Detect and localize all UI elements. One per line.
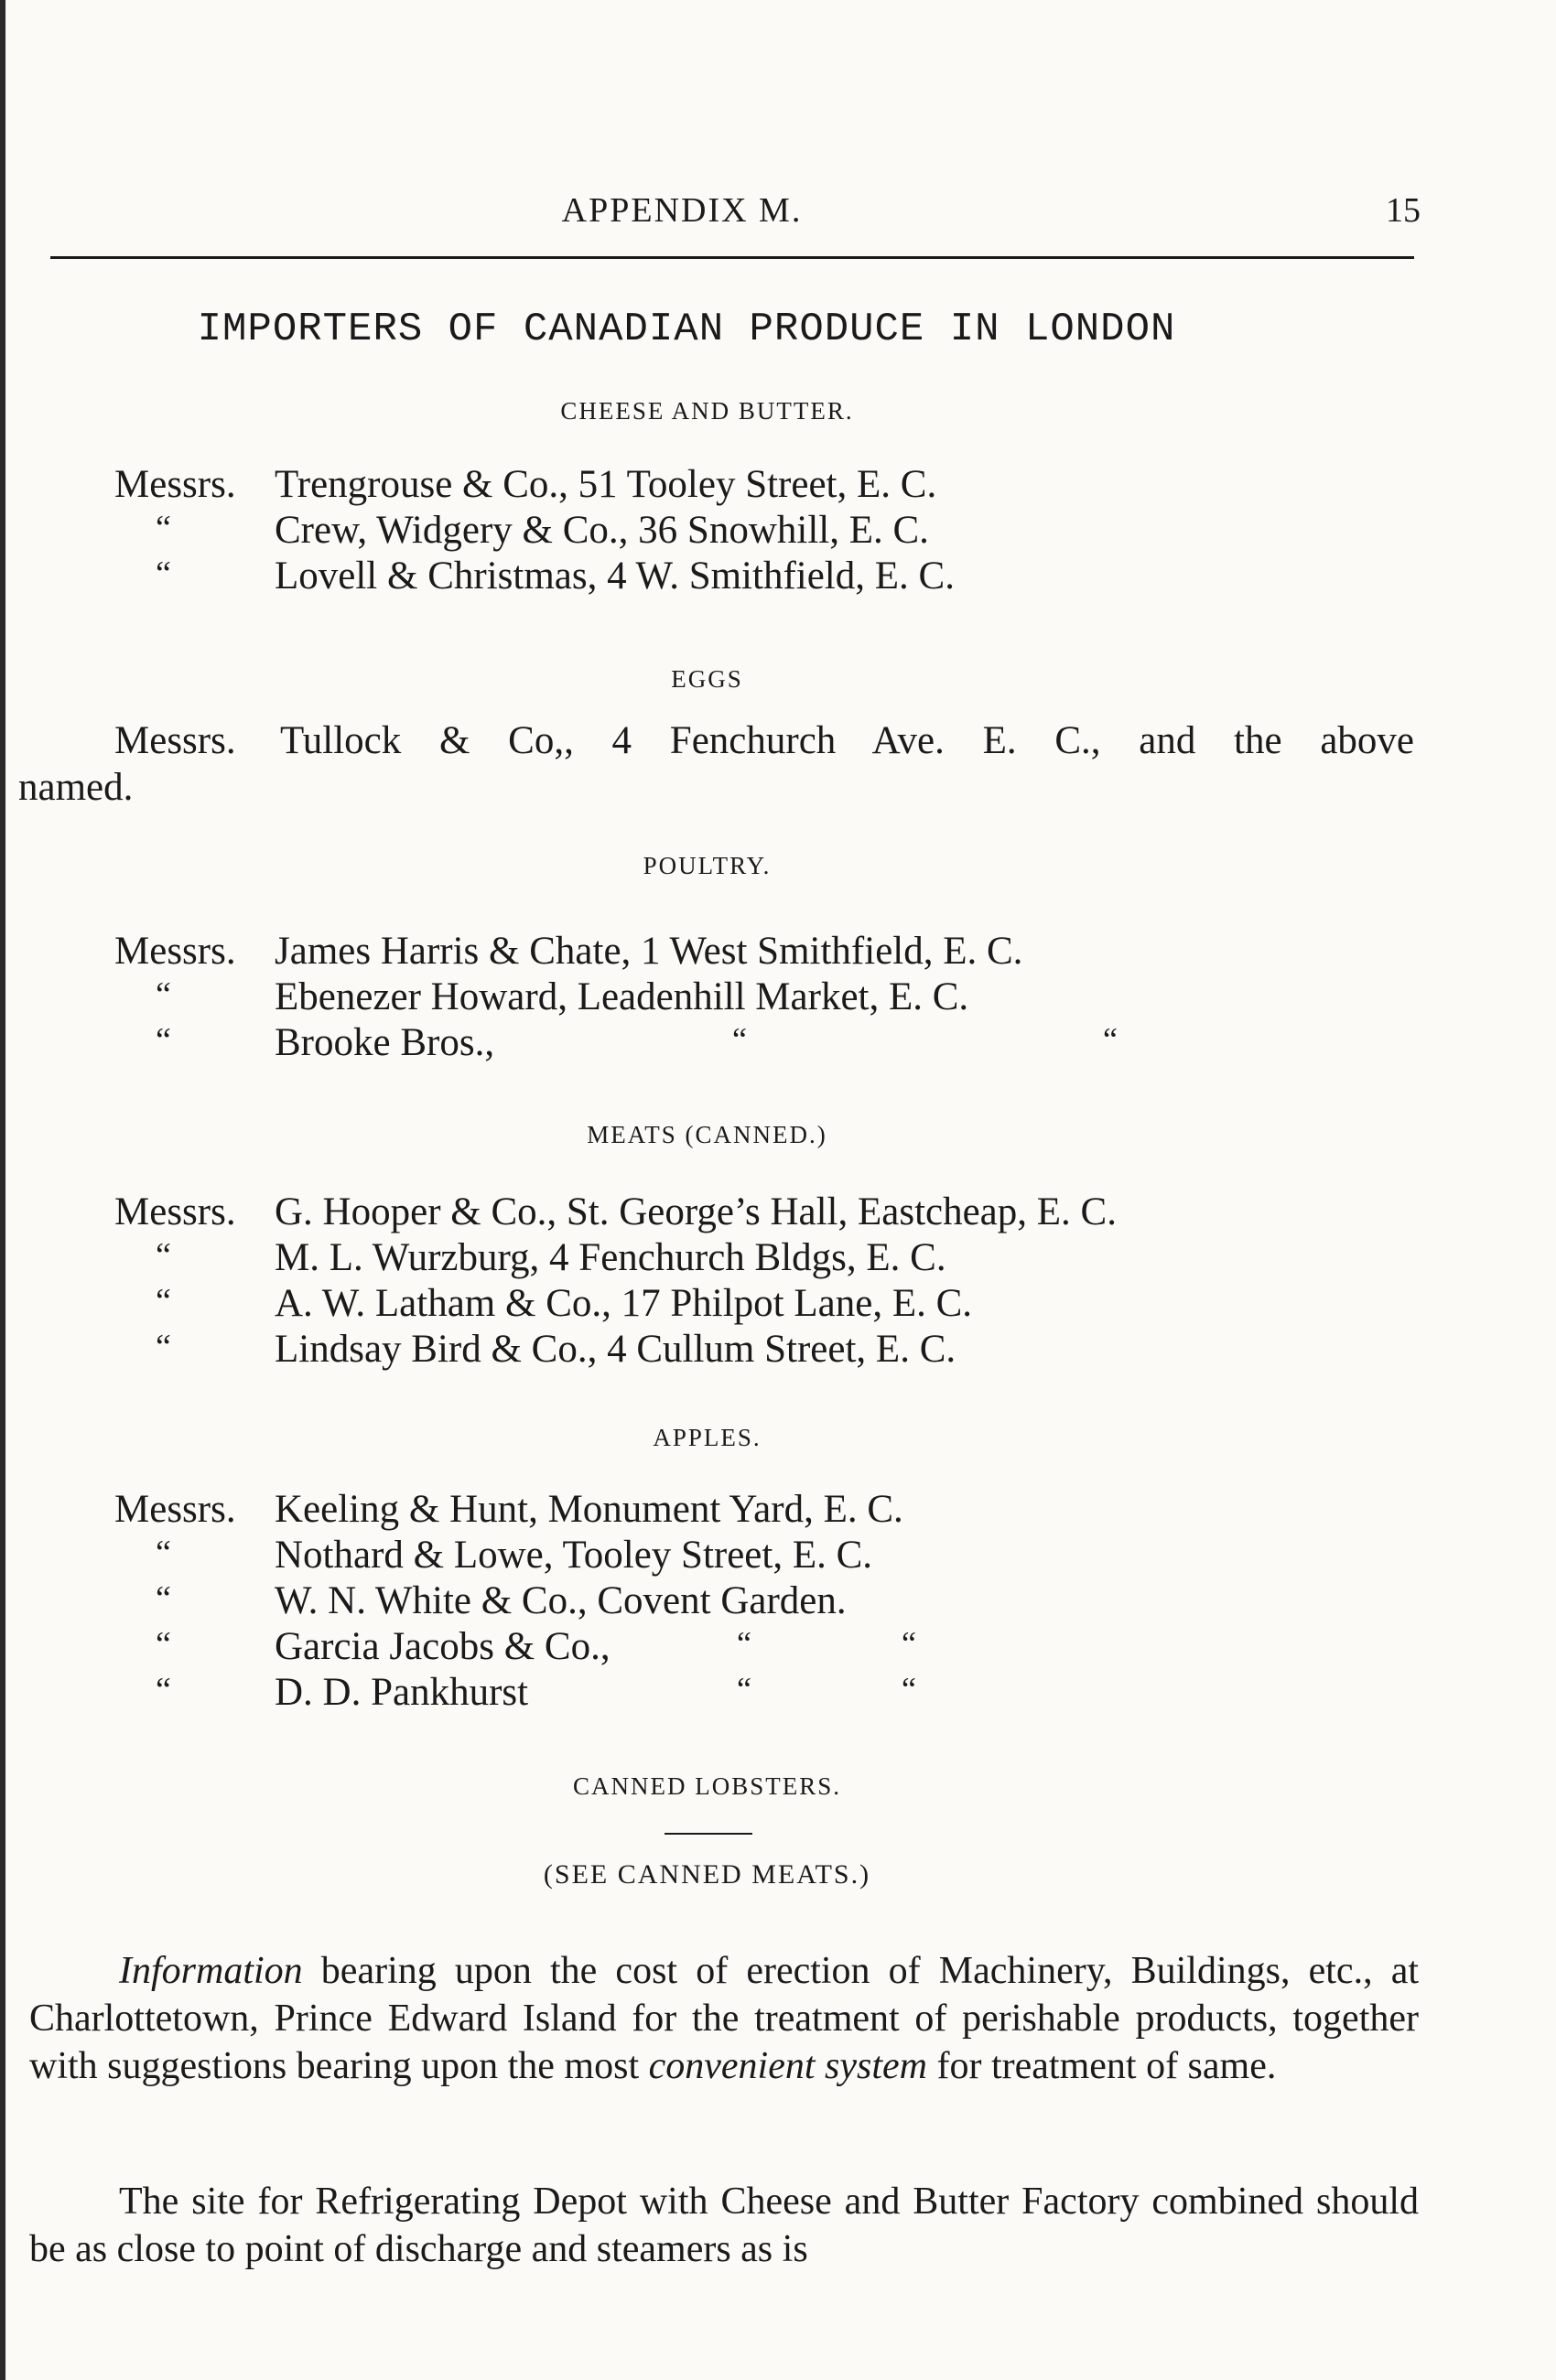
- lead-word: Information: [119, 1950, 303, 1992]
- ditto-mark: “: [156, 555, 171, 593]
- section-heading-cheese: CHEESE AND BUTTER.: [560, 397, 854, 425]
- page-edge: [0, 0, 5, 2380]
- entry-text: G. Hooper & Co., St. George’s Hall, Eastcheap, E. C.: [275, 1190, 1117, 1233]
- prefix: Messrs.: [114, 930, 236, 973]
- entry-text: Keeling & Hunt, Monument Yard, E. C.: [275, 1488, 903, 1531]
- entry-text: M. L. Wurzburg, 4 Fenchurch Bldgs, E. C.: [275, 1236, 946, 1279]
- ditto-mark: “: [902, 1671, 916, 1707]
- section-heading-lobsters: CANNED LOBSTERS.: [572, 1772, 842, 1800]
- ditto-mark: “: [156, 1236, 171, 1275]
- entry-text: James Harris & Chate, 1 West Smithfield, E. C.: [275, 930, 1023, 973]
- prefix: Messrs.: [114, 1190, 236, 1233]
- list-item: [0, 718, 1414, 766]
- ditto-mark: “: [737, 1671, 751, 1707]
- cross-reference-note: (SEE CANNED MEATS.): [543, 1859, 871, 1890]
- entry-text: named.: [18, 766, 134, 809]
- entry-text: Tullock & Co,, 4 Fenchurch Ave. E. C., and the above: [280, 719, 1414, 762]
- ditto-mark: “: [156, 1328, 171, 1366]
- entry-text: Ebenezer Howard, Leadenhill Market, E. C.: [275, 975, 969, 1018]
- page-title: IMPORTERS OF CANADIAN PRODUCE IN LONDON: [197, 307, 1176, 352]
- entry-text: Lindsay Bird & Co., 4 Cullum Street, E. C.: [275, 1328, 956, 1371]
- ditto-mark: “: [156, 1671, 171, 1709]
- ditto-mark: “: [1103, 1021, 1118, 1058]
- ditto-mark: “: [156, 1625, 171, 1664]
- ditto-mark: “: [156, 975, 171, 1014]
- entry-text: W. N. White & Co., Covent Garden.: [275, 1579, 847, 1622]
- entry-text: Brooke Bros.,: [275, 1021, 495, 1064]
- paragraph-text: The site for Refrigerating Depot with Cheese and Butter Factory combined should be as close to point of discharge and steamers as is: [29, 2181, 1419, 2270]
- entry-text: Garcia Jacobs & Co.,: [275, 1625, 611, 1668]
- ditto-mark: “: [902, 1625, 916, 1662]
- entry-text: A. W. Latham & Co., 17 Philpot Lane, E. C.: [275, 1282, 973, 1325]
- entry-text: Lovell & Christmas, 4 W. Smithfield, E. C.: [275, 555, 955, 598]
- ditto-mark: “: [737, 1625, 751, 1662]
- section-heading-poultry: POULTRY.: [643, 852, 772, 879]
- short-rule: [665, 1833, 752, 1835]
- entry-text: D. D. Pankhurst: [275, 1671, 529, 1714]
- header-rule: [50, 256, 1414, 259]
- section-heading-eggs: EGGS: [671, 665, 743, 693]
- ditto-mark: “: [156, 1579, 171, 1618]
- ditto-mark: “: [156, 1534, 171, 1572]
- ditto-mark: “: [156, 1021, 171, 1060]
- ditto-mark: “: [156, 1282, 171, 1320]
- paragraph-site: [29, 2178, 1419, 2273]
- running-title: APPENDIX M.: [561, 191, 803, 230]
- entry-text: Trengrouse & Co., 51 Tooley Street, E. C.: [275, 463, 937, 506]
- section-heading-meats: MEATS (CANNED.): [587, 1121, 827, 1148]
- running-header: [0, 190, 1556, 242]
- emphasis-text: convenient system: [648, 2045, 928, 2087]
- page-number: 15: [1386, 191, 1421, 230]
- entry-text: Crew, Widgery & Co., 36 Snowhill, E. C.: [275, 509, 929, 552]
- paragraph-information: [29, 1947, 1419, 2090]
- ditto-mark: “: [732, 1021, 747, 1058]
- prefix: Messrs.: [114, 463, 236, 506]
- prefix: Messrs.: [114, 719, 236, 762]
- paragraph-text: for treatment of same.: [927, 2045, 1277, 2087]
- entry-text: Nothard & Lowe, Tooley Street, E. C.: [275, 1534, 873, 1577]
- section-heading-apples: APPLES.: [653, 1424, 762, 1451]
- ditto-mark: “: [156, 509, 171, 547]
- prefix: Messrs.: [114, 1488, 236, 1531]
- paragraph-text: bearing upon the cost of erection of Machinery, Buildings, etc., at Charlottetown, Prince Edward Island for the treatment of perishable products, together with suggestions bearing upon the most: [29, 1950, 1419, 2087]
